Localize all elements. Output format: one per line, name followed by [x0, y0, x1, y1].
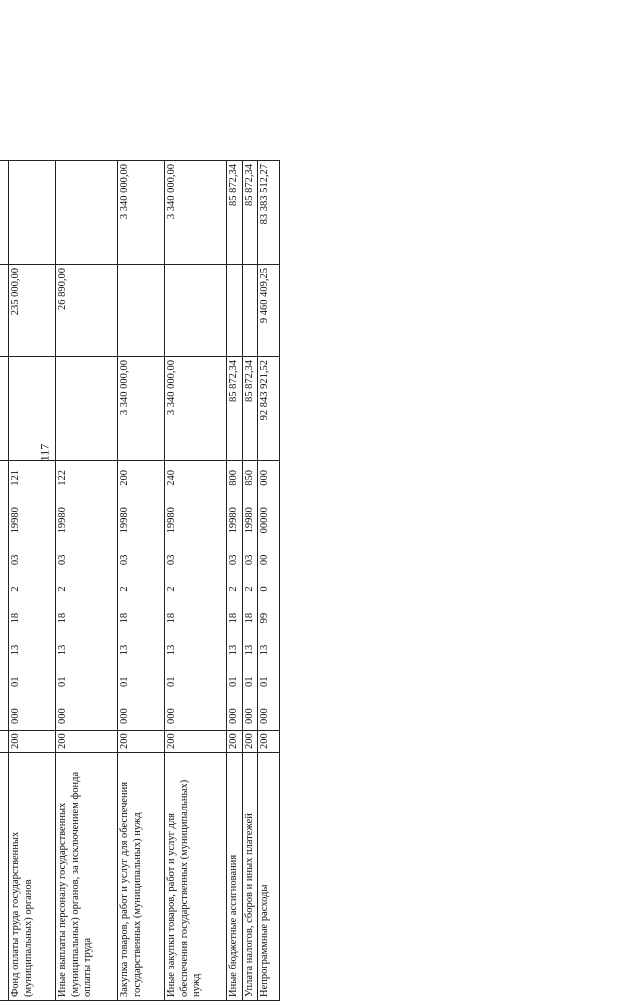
code-part: 200: [118, 470, 130, 486]
row-value-col4: [0, 357, 8, 461]
code-part: 240: [165, 470, 177, 486]
row-classification-code: [242, 461, 258, 731]
row-classification-code: [164, 461, 226, 731]
code-part: 03: [118, 554, 130, 566]
table-row: [117, 161, 164, 1001]
code-part: 19980: [227, 507, 239, 534]
code-part: 000: [259, 708, 271, 724]
row-classification-code: [0, 461, 8, 731]
code-part: 800: [227, 470, 239, 486]
code-part: 000: [9, 708, 21, 724]
row-value-col4: [55, 357, 117, 461]
code-part: 2: [165, 586, 177, 592]
row-value-col5: [226, 265, 242, 357]
row-value-col4: 85 872,34: [226, 357, 242, 461]
table-row: [164, 161, 226, 1001]
code-part: 000: [118, 708, 130, 724]
row-admin-code: 200: [55, 731, 117, 753]
row-admin-code: [0, 731, 8, 753]
row-admin-code: 200: [226, 731, 242, 753]
code-part: 19980: [9, 507, 21, 534]
row-name: Иные бюджетные ассигнования: [226, 753, 242, 1001]
code-part: 03: [9, 554, 21, 566]
row-classification-code: [8, 461, 55, 731]
row-value-col6: 85 872,34: [226, 161, 242, 265]
code-part: 18: [9, 612, 21, 624]
row-value-col6: [0, 161, 8, 265]
code-part: 13: [259, 644, 271, 656]
row-value-col4: [8, 357, 55, 461]
row-name: Иные закупки товаров, работ и услуг для обеспечения государственных (муниципальных) нужд: [164, 753, 226, 1001]
row-value-col5: [164, 265, 226, 357]
code-part: 2: [118, 586, 130, 592]
code-part: 000: [243, 708, 255, 724]
code-part: 03: [56, 554, 68, 566]
row-value-col5: 9 460 409,25: [258, 265, 280, 357]
table-row: [55, 161, 117, 1001]
row-value-col4: 85 872,34: [242, 357, 258, 461]
code-part: 13: [165, 644, 177, 656]
code-part: 01: [259, 676, 271, 687]
code-part: 01: [243, 676, 255, 687]
code-part: 121: [9, 470, 21, 486]
row-value-col6: 3 340 000,00: [117, 161, 164, 265]
row-classification-code: [258, 461, 280, 731]
row-admin-code: 200: [164, 731, 226, 753]
code-part: 2: [56, 586, 68, 592]
row-value-col5: [0, 265, 8, 357]
row-name: Закупка товаров, работ и услуг для обеспечения государственных (муниципальных) нужд: [117, 753, 164, 1001]
code-part: 19980: [165, 507, 177, 534]
row-value-col4: 92 843 921,52: [258, 357, 280, 461]
code-part: 19980: [118, 507, 130, 534]
row-value-col4: 3 340 000,00: [164, 357, 226, 461]
code-part: 01: [9, 676, 21, 687]
row-value-col6: 3 340 000,00: [164, 161, 226, 265]
code-part: 18: [243, 612, 255, 624]
row-name: Уплата налогов, сборов и иных платежей: [242, 753, 258, 1001]
code-part: 000: [259, 470, 271, 486]
code-part: 000: [227, 708, 239, 724]
code-part: 13: [9, 644, 21, 656]
row-name: Иные выплаты персоналу государственных (муниципальных) органов, за исключением фонда оплаты труда: [55, 753, 117, 1001]
row-classification-code: [226, 461, 242, 731]
row-name: Фонд оплаты труда государственных (муниципальных) органов: [8, 753, 55, 1001]
code-part: 03: [165, 554, 177, 566]
table-row: [258, 161, 280, 1001]
code-part: 18: [227, 612, 239, 624]
rotated-table-container: [0, 161, 375, 1001]
code-part: 13: [243, 644, 255, 656]
code-part: 18: [56, 612, 68, 624]
table-row: [242, 161, 258, 1001]
page-number: 117: [37, 443, 52, 462]
table-row: [226, 161, 242, 1001]
code-part: 19980: [56, 507, 68, 534]
code-part: 000: [56, 708, 68, 724]
row-value-col6: [55, 161, 117, 265]
row-value-col6: 85 872,34: [242, 161, 258, 265]
table-row: [0, 161, 8, 1001]
row-value-col4: 3 340 000,00: [117, 357, 164, 461]
row-admin-code: 200: [258, 731, 280, 753]
code-part: 2: [243, 586, 255, 592]
code-part: 03: [243, 554, 255, 566]
code-part: 00000: [259, 507, 271, 534]
row-name: [0, 753, 8, 1001]
code-part: 18: [118, 612, 130, 624]
row-admin-code: 200: [242, 731, 258, 753]
code-part: 19980: [243, 507, 255, 534]
code-part: 122: [56, 470, 68, 486]
budget-table: [0, 160, 280, 1001]
row-value-col5: 235 000,00: [8, 265, 55, 357]
row-admin-code: 200: [8, 731, 55, 753]
row-classification-code: [55, 461, 117, 731]
row-value-col5: 26 890,00: [55, 265, 117, 357]
code-part: 13: [56, 644, 68, 656]
row-classification-code: [117, 461, 164, 731]
code-part: 03: [227, 554, 239, 566]
code-part: 00: [259, 554, 271, 566]
code-part: 01: [56, 676, 68, 687]
table-row: [8, 161, 55, 1001]
code-part: 01: [118, 676, 130, 687]
code-part: 99: [259, 612, 271, 624]
row-value-col5: [242, 265, 258, 357]
code-part: 18: [165, 612, 177, 624]
code-part: 13: [118, 644, 130, 656]
code-part: 01: [227, 676, 239, 687]
code-part: 2: [227, 586, 239, 592]
code-part: 2: [9, 586, 21, 592]
row-admin-code: 200: [117, 731, 164, 753]
row-name: Непрограммные расходы: [258, 753, 280, 1001]
row-value-col6: [8, 161, 55, 265]
code-part: 0: [259, 586, 271, 592]
code-part: 850: [243, 470, 255, 486]
code-part: 000: [165, 708, 177, 724]
code-part: 01: [165, 676, 177, 687]
code-part: 13: [227, 644, 239, 656]
row-value-col5: [117, 265, 164, 357]
row-value-col6: 83 383 512,27: [258, 161, 280, 265]
